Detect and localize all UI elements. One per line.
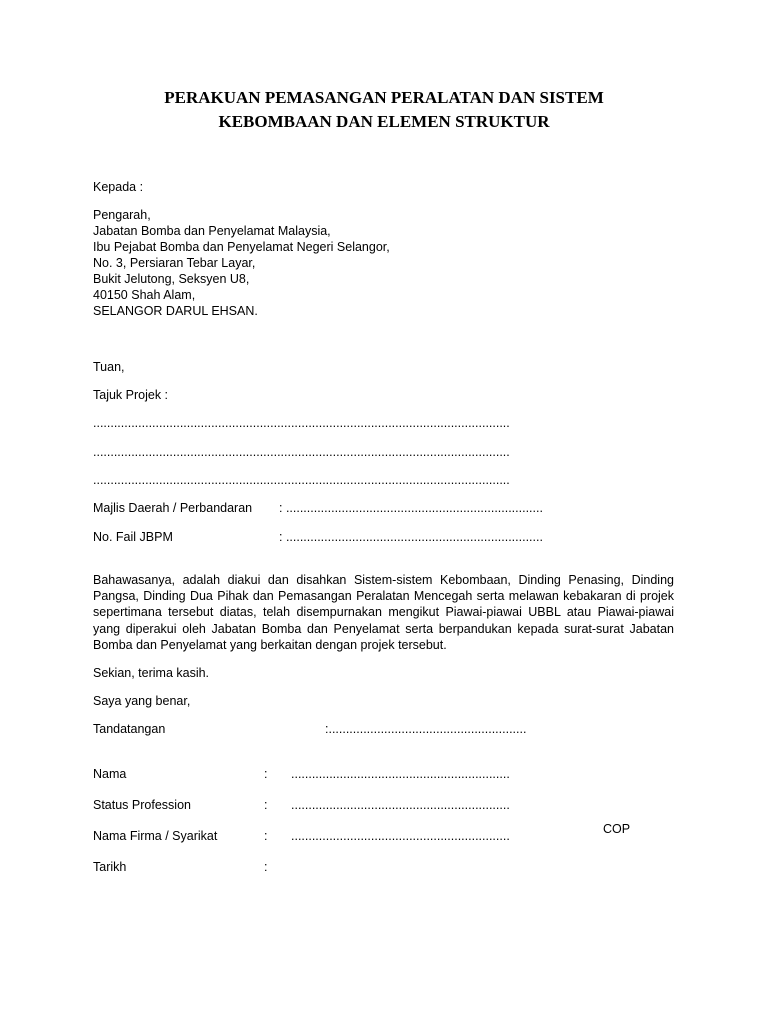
document-title-line-2: KEBOMBAAN DAN ELEMEN STRUKTUR xyxy=(218,112,550,131)
address-line: Jabatan Bomba dan Penyelamat Malaysia, xyxy=(93,224,331,238)
project-title-dotted-line-3[interactable]: ........................................................................................................................ xyxy=(93,473,510,487)
cop-stamp-label: COP xyxy=(603,822,631,836)
address-line: Pengarah, xyxy=(93,208,151,222)
status-profession-field[interactable]: ............................................................... xyxy=(291,798,510,812)
field-colon: : xyxy=(264,829,268,843)
signature-field[interactable]: :......................................................... xyxy=(325,722,527,736)
declaration-paragraph: Bahawasanya, adalah diakui dan disahkan Sistem-sistem Kebombaan, Dinding Penasing, Dinding Pangsa, Dinding Dua Pihak dan Pemasangan Peralatan Mencegah serta melawan kebakaran di projek sepertimana tersebut diatas, telah disempurnakan mengikut Piawai-piawai UBBL atau Piawai-piawai yang diperakui oleh Jabatan Bomba dan Penyelamat serta berpandukan kepada surat-surat Jabatan Bomba dan Penyelamat yang berkaitan dengan projek tersebut. xyxy=(93,573,674,652)
field-colon: : xyxy=(264,798,268,812)
field-colon: : xyxy=(264,767,268,781)
salutation: Tuan, xyxy=(93,360,125,374)
address-line: Bukit Jelutong, Seksyen U8, xyxy=(93,272,250,286)
closing-thanks: Sekian, terima kasih. xyxy=(93,666,210,680)
kepada-label: Kepada : xyxy=(93,180,144,194)
tajuk-projek-label: Tajuk Projek : xyxy=(93,388,169,402)
nama-label: Nama xyxy=(93,767,127,781)
nama-firma-field[interactable]: ............................................................... xyxy=(291,829,510,843)
majlis-field[interactable]: : .......................................................................... xyxy=(279,501,543,515)
address-line: No. 3, Persiaran Tebar Layar, xyxy=(93,256,256,270)
address-line: SELANGOR DARUL EHSAN. xyxy=(93,304,258,318)
nama-firma-label: Nama Firma / Syarikat xyxy=(93,829,218,843)
address-line: Ibu Pejabat Bomba dan Penyelamat Negeri Selangor, xyxy=(93,240,390,254)
document-title-line-1: PERAKUAN PEMASANGAN PERALATAN DAN SISTEM xyxy=(164,88,604,107)
fail-jbpm-field[interactable]: : .......................................................................... xyxy=(279,530,543,544)
address-line: 40150 Shah Alam, xyxy=(93,288,196,302)
project-title-dotted-line-2[interactable]: ........................................................................................................................ xyxy=(93,445,510,459)
closing-yours: Saya yang benar, xyxy=(93,694,191,708)
nama-field[interactable]: ............................................................... xyxy=(291,767,510,781)
tarikh-label: Tarikh xyxy=(93,860,127,874)
fail-jbpm-label: No. Fail JBPM xyxy=(93,530,173,544)
majlis-label: Majlis Daerah / Perbandaran xyxy=(93,501,253,515)
status-profession-label: Status Profession xyxy=(93,798,191,812)
project-title-dotted-line-1[interactable]: ........................................................................................................................ xyxy=(93,416,510,430)
field-colon: : xyxy=(264,860,268,874)
signature-label: Tandatangan xyxy=(93,722,166,736)
